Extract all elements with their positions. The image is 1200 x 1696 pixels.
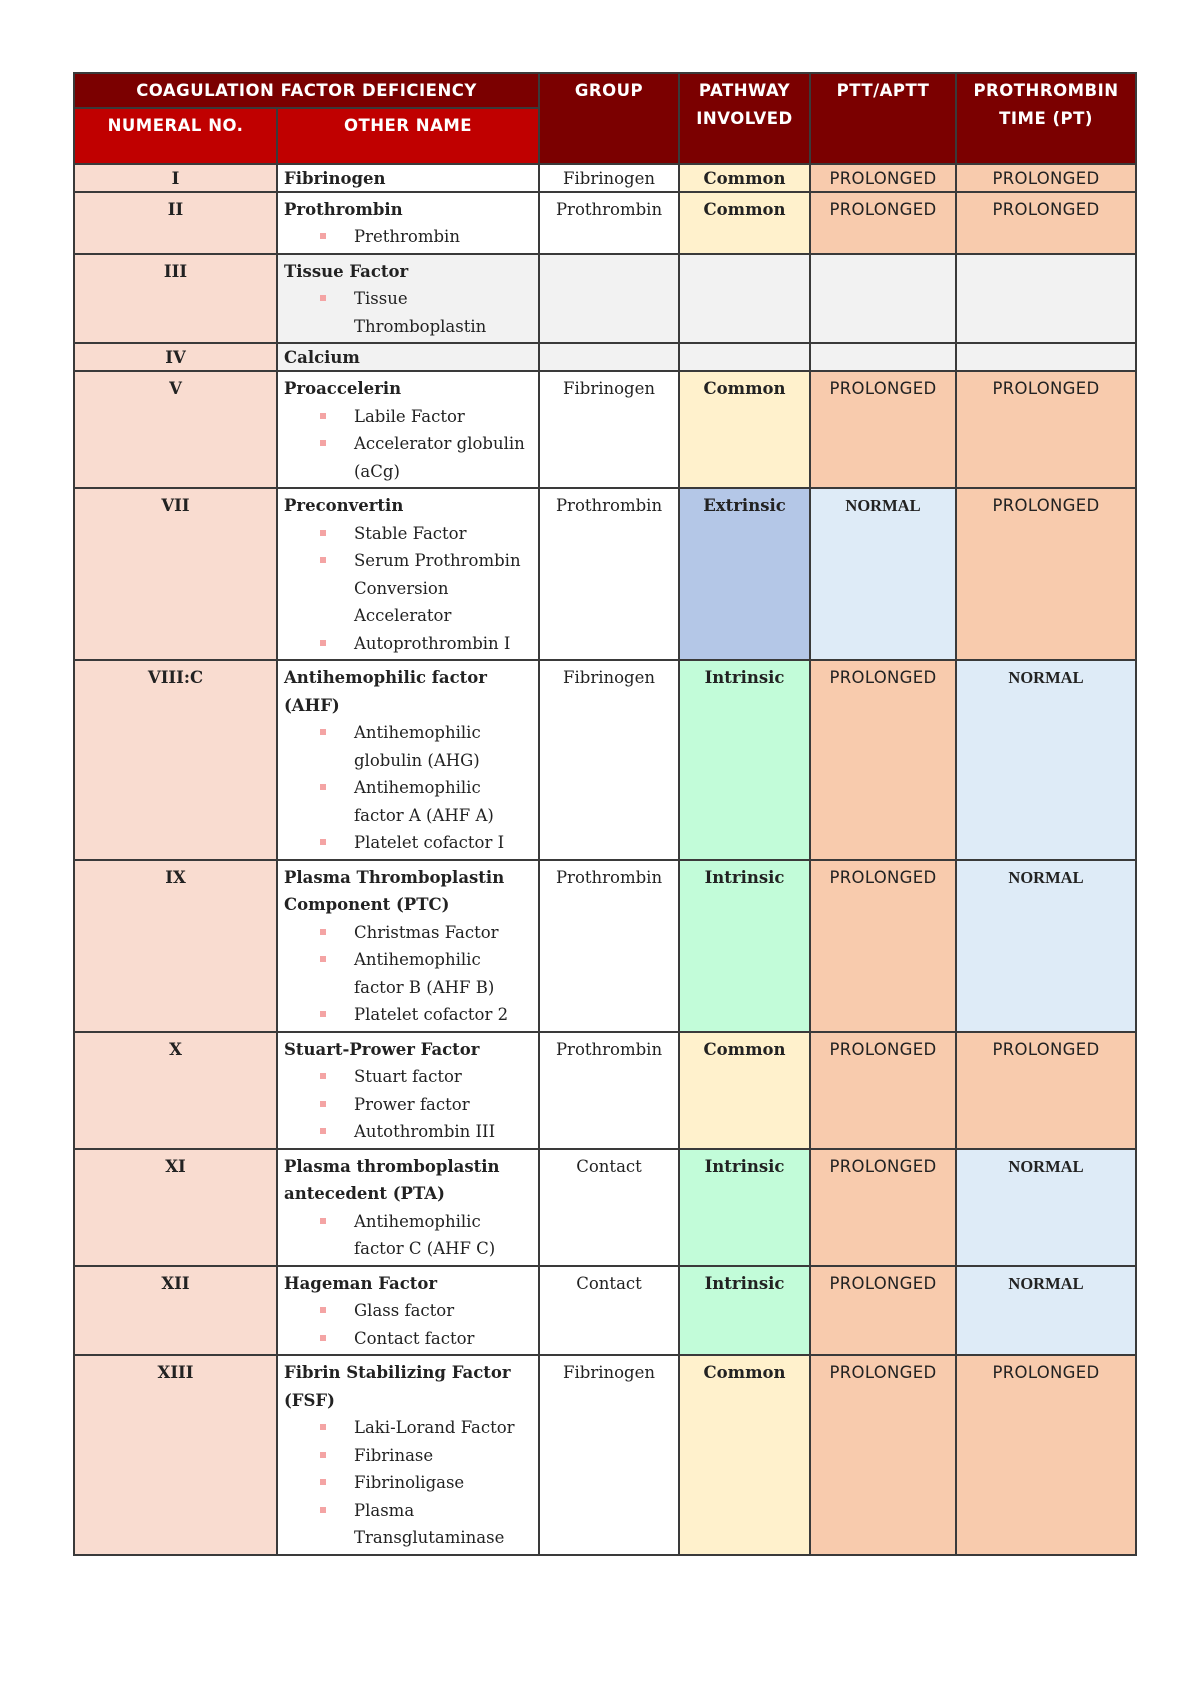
alias-item: Antihemophilic globulin (AHG) [318,719,532,774]
alias-item: Contact factor [318,1325,532,1353]
alias-item: Laki-Lorand Factor [318,1414,532,1442]
group-cell: Contact [539,1266,679,1356]
pt-cell [956,254,1136,344]
alias-item: Stable Factor [318,520,532,548]
factor-name: Proaccelerin [284,379,402,398]
ptt-cell: PROLONGED [810,1149,956,1266]
group-cell: Prothrombin [539,1032,679,1149]
pathway-cell: Common [679,1355,810,1555]
table-body [74,164,1136,1555]
alias-item: Platelet cofactor 2 [318,1001,532,1029]
pathway-cell: Intrinsic [679,860,810,1032]
other-name-cell [277,192,539,254]
group-header: GROUP [539,73,679,164]
group-cell [539,343,679,371]
other-name-cell [277,343,539,371]
pt-header [956,73,1136,164]
pathway-cell: Common [679,1032,810,1149]
alias-list [284,285,532,340]
pathway-cell [679,343,810,371]
alias-item: Labile Factor [318,403,532,431]
numeral-cell: IX [74,860,277,1032]
factor-name: Stuart-Prower Factor [284,1039,480,1059]
numeral-cell: III [74,254,277,344]
ptt-cell: PROLONGED [810,192,956,254]
group-cell: Fibrinogen [539,660,679,860]
other-name-cell [277,1266,539,1356]
pt-header-text: PROTHROMBIN TIME (PT) [973,81,1119,128]
ptt-cell: PROLONGED [810,860,956,1032]
coagulation-factor-table [73,72,1137,1556]
table-row [74,343,1136,371]
other-name-cell [277,660,539,860]
numeral-cell: V [74,371,277,488]
pathway-cell: Intrinsic [679,660,810,860]
pathway-cell: Extrinsic [679,488,810,660]
numeral-cell: VII [74,488,277,660]
alias-item: Antihemophilic factor A (AHF A) [318,774,532,829]
other-name-cell [277,164,539,192]
pt-cell: NORMAL [956,860,1136,1032]
other-name-cell [277,1355,539,1555]
alias-list [284,1414,532,1552]
alias-item: Christmas Factor [318,919,532,947]
ptt-cell: NORMAL [810,488,956,660]
ptt-cell: PROLONGED [810,1032,956,1149]
pathway-cell [679,254,810,344]
pt-cell: NORMAL [956,660,1136,860]
numeral-cell: IV [74,343,277,371]
pt-cell: PROLONGED [956,192,1136,254]
pt-cell: NORMAL [956,1266,1136,1356]
pt-cell: PROLONGED [956,1355,1136,1555]
table-row [74,1149,1136,1266]
table-row [74,660,1136,860]
table-header [74,73,1136,164]
table-row [74,164,1136,192]
numeral-cell: II [74,192,277,254]
table-row [74,1266,1136,1356]
pt-cell: PROLONGED [956,488,1136,660]
group-cell: Prothrombin [539,860,679,1032]
ptt-cell: PROLONGED [810,371,956,488]
pathway-cell: Common [679,192,810,254]
alias-item: Autoprothrombin I [318,630,532,658]
pathway-cell: Intrinsic [679,1149,810,1266]
factor-name: Fibrinogen [284,168,386,188]
numeral-cell: XIII [74,1355,277,1555]
table-row [74,1355,1136,1555]
ptt-cell: PROLONGED [810,164,956,192]
table-row [74,1032,1136,1149]
alias-item: Stuart factor [318,1063,532,1091]
factor-name: Tissue Factor [284,261,409,281]
group-cell: Prothrombin [539,488,679,660]
ptt-header: PTT/APTT [810,73,956,164]
pt-cell: PROLONGED [956,1032,1136,1149]
table-row [74,860,1136,1032]
alias-item: Platelet cofactor I [318,829,532,857]
numeral-cell: VIII:C [74,660,277,860]
ptt-cell [810,343,956,371]
pt-cell: NORMAL [956,1149,1136,1266]
other-name-cell [277,1149,539,1266]
alias-list [284,919,532,1029]
group-cell: Fibrinogen [539,371,679,488]
coag-deficiency-title: COAGULATION FACTOR DEFICIENCY [74,73,539,108]
factor-name: Fibrin Stabilizing Factor (FSF) [284,1363,511,1410]
alias-item: Accelerator globulin (aCg) [318,430,532,485]
table-row [74,371,1136,488]
alias-list [284,1297,532,1352]
numeral-header: NUMERAL NO. [74,108,277,164]
ptt-cell: PROLONGED [810,1266,956,1356]
pathway-cell: Intrinsic [679,1266,810,1356]
alias-item: Plasma Transglutaminase [318,1497,532,1552]
group-cell: Contact [539,1149,679,1266]
other-name-header: OTHER NAME [277,108,539,164]
alias-item: Autothrombin III [318,1118,532,1146]
alias-item: Glass factor [318,1297,532,1325]
pathway-header [679,73,810,164]
pt-cell [956,343,1136,371]
alias-list [284,719,532,857]
other-name-cell [277,1032,539,1149]
other-name-cell [277,488,539,660]
numeral-cell: X [74,1032,277,1149]
alias-item: Fibrinoligase [318,1469,532,1497]
table-row [74,254,1136,344]
group-cell: Fibrinogen [539,1355,679,1555]
alias-item: Fibrinase [318,1442,532,1470]
other-name-cell [277,860,539,1032]
alias-item: Prower factor [318,1091,532,1119]
factor-name: Preconvertin [284,496,404,515]
alias-list [284,403,532,486]
alias-item: Antihemophilic factor B (AHF B) [318,946,532,1001]
pt-cell: PROLONGED [956,371,1136,488]
alias-list [284,223,532,251]
numeral-cell: XII [74,1266,277,1356]
table-row [74,192,1136,254]
group-cell: Fibrinogen [539,164,679,192]
ptt-cell: PROLONGED [810,660,956,860]
factor-name: Antihemophilic factor (AHF) [284,668,487,715]
numeral-cell: XI [74,1149,277,1266]
pathway-cell: Common [679,371,810,488]
ptt-cell: PROLONGED [810,1355,956,1555]
factor-name: Calcium [284,348,360,367]
table-row [74,488,1136,660]
factor-name: Prothrombin [284,199,403,219]
numeral-cell: I [74,164,277,192]
ptt-cell [810,254,956,344]
alias-list [284,520,532,658]
pathway-header-text: PATHWAY INVOLVED [696,81,793,128]
alias-list [284,1208,532,1263]
pt-cell: PROLONGED [956,164,1136,192]
factor-name: Plasma thromboplastin antecedent (PTA) [284,1156,500,1203]
pathway-cell: Common [679,164,810,192]
group-cell: Prothrombin [539,192,679,254]
alias-item: Prethrombin [318,223,532,251]
factor-name: Hageman Factor [284,1273,438,1293]
group-cell [539,254,679,344]
alias-item: Serum Prothrombin Conversion Accelerator [318,547,532,630]
alias-item: Antihemophilic factor C (AHF C) [318,1208,532,1263]
alias-list [284,1063,532,1146]
other-name-cell [277,371,539,488]
other-name-cell [277,254,539,344]
alias-item: Tissue Thromboplastin [318,285,532,340]
factor-name: Plasma Thromboplastin Component (PTC) [284,867,505,914]
